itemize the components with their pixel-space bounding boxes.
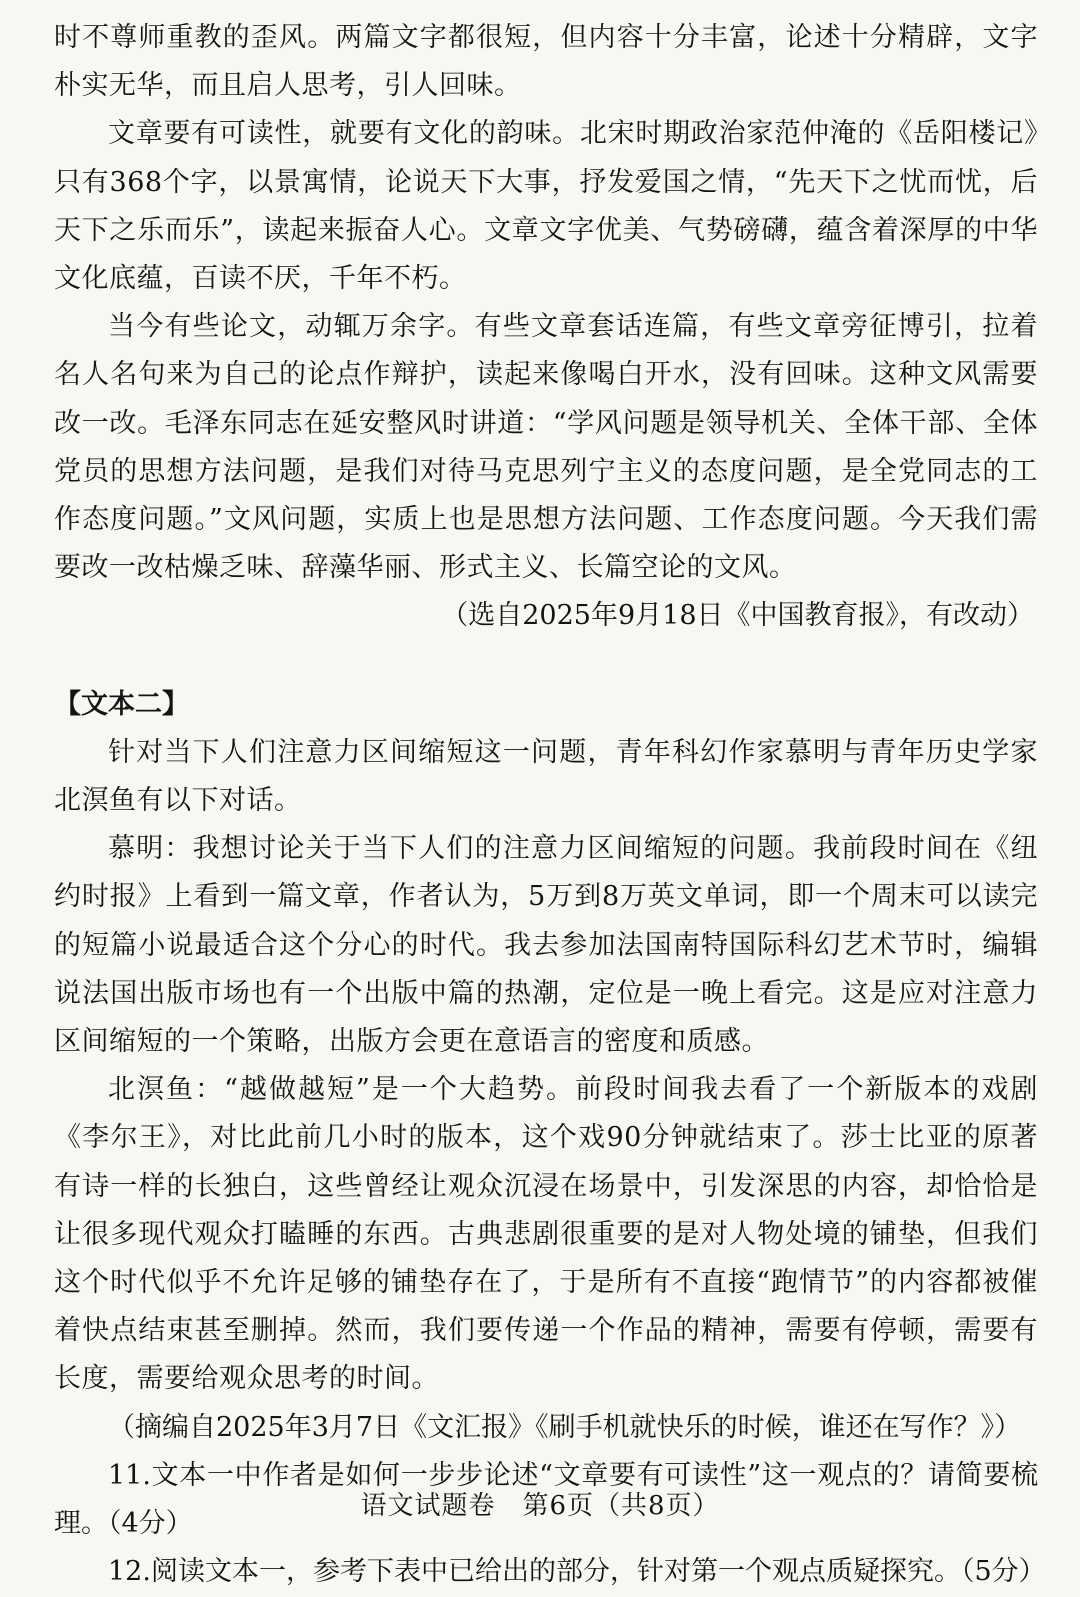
- text-one-paragraph-continued: 时不尊师重教的歪风。两篇文字都很短，但内容十分丰富，论述十分精辟，文字朴实无华，而且启人思考，引人回味。: [54, 22, 1038, 102]
- text-two-intro: 针对当下人们注意力区间缩短这一问题，青年科幻作家慕明与青年历史学家北溟鱼有以下对话。: [54, 736, 1038, 817]
- question-11: 11.文本一中作者是如何一步步论述“文章要有可读性”这一观点的？请简要梳理。（4分）: [54, 1459, 1038, 1540]
- exam-page: [54, 14, 1046, 1597]
- text-one-source-citation: （选自2025年9月18日《中国教育报》，有改动）: [441, 600, 1034, 632]
- text-one-paragraph-writing-style: 当今有些论文，动辄万余字。有些文章套话连篇，有些文章旁征博引，拉着名人名句来为自己的论点作辩护，读起来像喝白开水，没有回味。这种文风需要改一改。毛泽东同志在延安整风时讲道：“学风问题是领导机关、全体干部、全体党员的思想方法问题，是我们对待马克思列宁主义的态度问题，是全党同志的工作态度问题。”文风问题，实质上也是思想方法问题、工作态度问题。今天我们需要改一改枯燥乏味、辞藻华丽、形式主义、长篇空论的文风。: [54, 311, 1038, 584]
- question-12: 12.阅读文本一，参考下表中已给出的部分，针对第一个观点质疑探究。（5分）: [108, 1556, 1046, 1588]
- page-footer: 语文试题卷 第6页（共8页）: [360, 1491, 720, 1521]
- text-two-source-citation: （摘编自2025年3月7日《文汇报》《刷手机就快乐的时候，谁还在写作？》）: [108, 1411, 1022, 1443]
- text-two-speaker-beimingyu: 北溟鱼：“越做越短”是一个大趋势。前段时间我去看了一个新版本的戏剧《李尔王》，对比此前几小时的版本，这个戏90分钟就结束了。莎士比亚的原著有诗一样的长独白，这些曾经让观众沉浸在场景中，引发深思的内容，却恰恰是让很多现代观众打瞌睡的东西。古典悲剧很重要的是对人物处境的铺垫，但我们这个时代似乎不允许足够的铺垫存在了，于是所有不直接“跑情节”的内容都被催着快点结束甚至删掉。然而，我们要传递一个作品的精神，需要有停顿，需要有长度，需要给观众思考的时间。: [54, 1074, 1038, 1395]
- text-two-heading: 【文本二】: [54, 688, 189, 720]
- text-one-paragraph-readability: 文章要有可读性，就要有文化的韵味。北宋时期政治家范仲淹的《岳阳楼记》只有368个字，以景寓情，论说天下大事，抒发爱国之情，“先天下之忧而忧，后天下之乐而乐”，读起来振奋人心。文章文字优美、气势磅礴，蕴含着深厚的中华文化底蕴，百读不厌，千年不朽。: [54, 118, 1038, 295]
- text-two-speaker-muming: 慕明：我想讨论关于当下人们的注意力区间缩短的问题。我前段时间在《纽约时报》上看到一篇文章，作者认为，5万到8万英文单词，即一个周末可以读完的短篇小说最适合这个分心的时代。我去参加法国南特国际科幻艺术节时，编辑说法国出版市场也有一个出版中篇的热潮，定位是一晚上看完。这是应对注意力区间缩短的一个策略，出版方会更在意语言的密度和质感。: [54, 833, 1038, 1058]
